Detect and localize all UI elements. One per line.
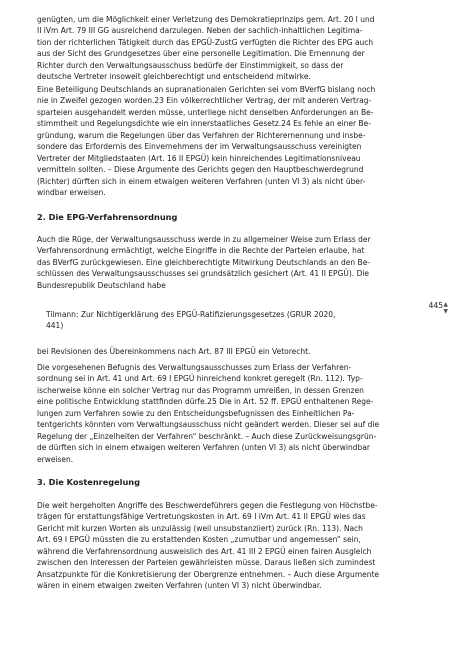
text-line: vermitteln sollten. – Diese Argumente des Gerichts gegen den Hauptbeschwerdegrund (37, 165, 364, 175)
text-line: erweisen. (37, 454, 74, 464)
text-line: deutsche Vertreter insoweit gleichberechtigt und entscheidend mitwirke. (37, 72, 311, 82)
text-line: Vertreter der Mitgliedstaaten (Art. 16 II EPGÜ) kein hinreichendes Legitimationsniveau (37, 153, 361, 163)
text-line: trägen für erstattungsfähige Vertretungskosten in Art. 69 I iVm Art. 41 II EPGÜ wies das (37, 512, 366, 522)
paragraph-text (37, 346, 434, 357)
text-line: Regelung der „Einzelheiten der Verfahren“ beschränkt. – Auch diese Zurückweisungsgrün- (37, 431, 377, 441)
text-line: sparteien ausgehandelt werden müsse, unterliege nicht denselben Anforderungen an Be- (37, 107, 374, 117)
chevron-up-icon[interactable]: ▲ (443, 301, 448, 308)
text-line: windbar erweisen. (37, 188, 106, 198)
text-line: tion der richterlichen Tätigkeit durch das EPGÜ-ZustG verfügten die Richter des EPG auch (37, 37, 374, 47)
citation-line: Tilmann: Zur Nichtigerklärung des EPGÜ-Ratifizierungsgesetzes (GRUR 2020, (46, 310, 336, 319)
paragraph-costs (37, 500, 434, 592)
section-heading (37, 212, 434, 222)
text-line: Bundesrepublik Deutschland habe (37, 280, 166, 290)
citation-line-continued: 441) (46, 321, 64, 330)
paragraph-text (37, 14, 434, 83)
paragraph-procedure-rules (37, 234, 434, 291)
heading-text: 2. Die EPG-Verfahrensordnung (37, 212, 178, 222)
text-line: schlüssen des Verwaltungsausschusses sei grundsätzlich gesichert (Art. 41 II EPGÜ). Die (37, 269, 370, 279)
text-line: de dürften sich in einem etwaigen weiteren Verfahren (unten VI 3) als nicht überwindbar (37, 443, 370, 453)
text-line: gründung, warum die Regelungen über das Verfahren der Richterernennung und insbe- (37, 130, 366, 140)
paragraph-text (37, 500, 434, 592)
text-line: bei Revisionen des Übereinkommens nach Art. 87 III EPGÜ ein Vetorecht. (37, 347, 311, 356)
paragraph-text (37, 362, 434, 465)
text-line: Art. 69 I EPGÜ müssten die zu erstattenden Kosten „zumutbar und angemessen“ sein, (37, 535, 361, 545)
text-line: (Richter) dürften sich in einem etwaigen weiteren Verfahren (unten VI 3) als nicht über- (37, 176, 366, 186)
text-line: Die weit hergeholten Angriffe des Beschwerdeführers gegen die Festlegung von Höchstbe- (37, 501, 378, 510)
text-line: lungen zum Verfahren sowie zu den Entscheidungsbefugnissen des Einheitlichen Pa- (37, 408, 355, 418)
text-line: Gericht mit kurzen Worten als unzulässig (weil unsubstanziiert) zurück (Rn. 113). Nach (37, 523, 363, 533)
page-nav-arrows-icon[interactable] (443, 301, 448, 315)
text-line: wären in einem etwaigen zweiten Verfahren (unten VI 3) nicht überwindbar. (37, 581, 322, 591)
paragraph-authority (37, 362, 434, 465)
text-line: tentgerichts könnten vom Verwaltungsausschuss nicht geändert werden. Dieser sei auf die (37, 420, 380, 430)
text-line: II iVm Art. 79 III GG ausreichend darzulegen. Neben der sachlich-inhaltlichen Legitima- (37, 26, 363, 36)
text-line: Richter durch den Verwaltungsausschuss bedürfe der Einstimmigkeit, so dass der (37, 60, 344, 70)
paragraph-democracy (37, 14, 434, 83)
text-line: genügten, um die Möglichkeit einer Verletzung des Demokratieprinzips gem. Art. 20 I und (37, 15, 375, 24)
running-footer (37, 301, 434, 331)
chevron-down-icon[interactable]: ▼ (443, 308, 448, 315)
paragraph-veto (37, 346, 434, 357)
text-line: sondere das Erfordernis des Einvernehmens der im Verwaltungsausschuss vereinigten (37, 142, 362, 152)
text-line: Verfahrensordnung ermächtigt, welche Eingriffe in die Rechte der Parteien erlaube, hat (37, 246, 365, 256)
text-line: Auch die Rüge, der Verwaltungsausschuss werde in zu allgemeiner Weise zum Erlass der (37, 235, 371, 244)
text-line: Eine Beteiligung Deutschlands an supranationalen Gerichten sei vom BVerfG bislang noch (37, 85, 376, 94)
text-line: stimmtheit und Regelungsdichte wie ein innerstaatliches Gesetz.24 Es fehle an einer Be- (37, 119, 371, 129)
heading-text: 3. Die Kostenregelung (37, 477, 140, 487)
text-line: Ansatzpunkte für die Konkretisierung der Obergrenze entnehmen. – Auch diese Argumente (37, 569, 380, 579)
paragraph-text (37, 234, 434, 291)
text-line: eine politische Entwicklung stattfinden dürfe.25 Die in Art. 52 ff. EPGÜ enthaltenen Rege- (37, 397, 374, 407)
page-number: 445 (428, 301, 443, 310)
text-line: aus der Sicht des Grundgesetzes über eine personelle Legitimation. Die Ernennung der (37, 49, 365, 59)
text-line: sordnung sei in Art. 41 und Art. 69 I EPGÜ hinreichend konkret geregelt (Rn. 112). Typ- (37, 374, 363, 384)
text-line: während die Verfahrensordnung ausweislich des Art. 41 III 2 EPGÜ einen fairen Ausgleich (37, 546, 372, 556)
text-line: zwischen den Interessen der Parteien gewährleisten müsse. Daraus ließen sich zumindest (37, 558, 376, 568)
paragraph-text (37, 84, 434, 199)
section-heading (37, 477, 434, 487)
text-line: ischerweise könne ein solcher Vertrag nur das Programm umreißen, in dessen Grenzen (37, 385, 364, 395)
paragraph-supranational-courts (37, 84, 434, 199)
text-line: Die vorgesehenen Befugnis des Verwaltungsausschusses zum Erlass der Verfahren- (37, 363, 352, 372)
text-line: nie in Zweifel gezogen worden.23 Ein völkerrechtlicher Vertrag, der mit anderen Vertrag- (37, 96, 372, 106)
text-line: das BVerfG zurückgewiesen. Eine gleichberechtigte Mitwirkung Deutschlands an den Be- (37, 257, 371, 267)
